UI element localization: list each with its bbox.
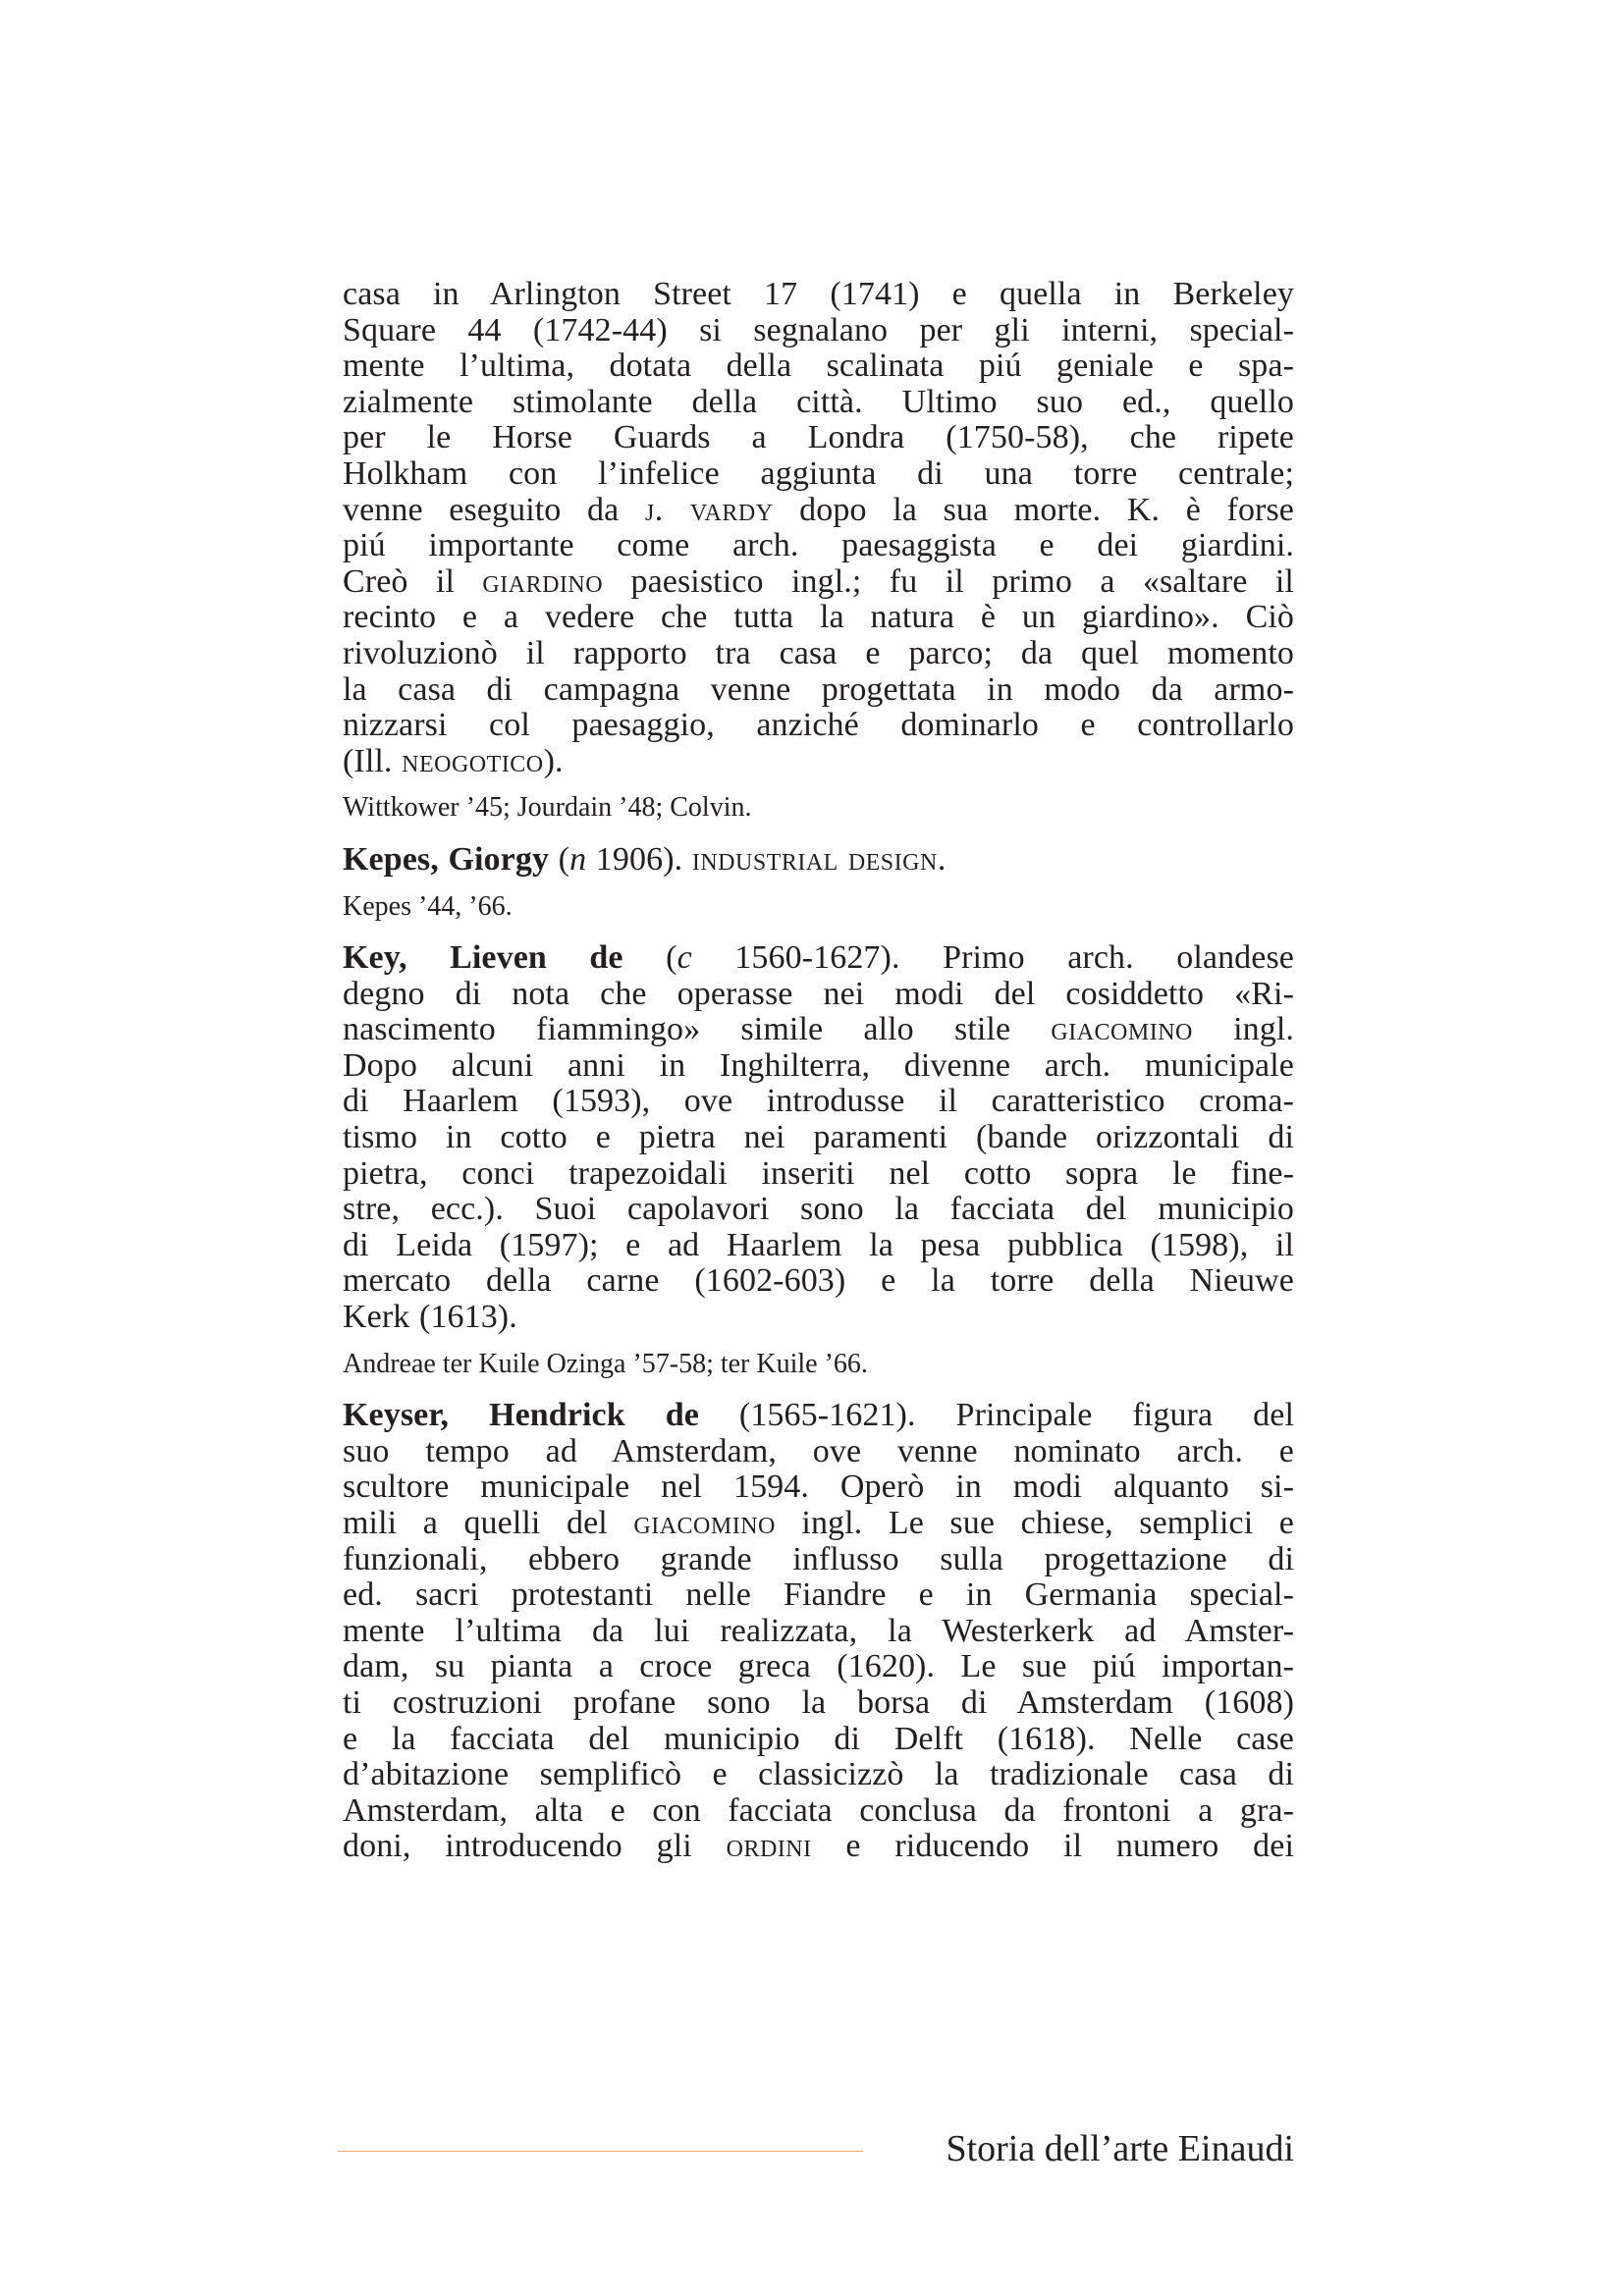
text-line: la casa di campagna venne progettata in modo da armo- bbox=[343, 670, 1294, 708]
text-line: nascimento fiammingo» simile allo stile giacomino ingl. bbox=[343, 1011, 1295, 1048]
text-line: casa in Arlington Street 17 (1741) e quella in Berkeley bbox=[343, 276, 1294, 312]
text-line: Dopo alcuni anni in Inghilterra, divenne arch. municipale bbox=[343, 1046, 1294, 1084]
entry-headword: Key, Lieven de bbox=[343, 939, 623, 977]
cross-reference: j. vardy bbox=[644, 491, 774, 528]
text-line: ed. sacri protestanti nelle Fiandre e in Germania special- bbox=[343, 1576, 1294, 1614]
footer-rule bbox=[338, 2151, 863, 2152]
text-line: zialmente stimolante della città. Ultimo suo ed., quello bbox=[343, 383, 1294, 420]
text-line: doni, introducendo gli ordini e riducendo il numero dei bbox=[343, 1828, 1294, 1865]
text-line: (Ill. neogotico). bbox=[343, 742, 564, 779]
entry-paragraph bbox=[343, 940, 1294, 1336]
cross-reference: neogotico bbox=[402, 742, 544, 779]
bibliography-references: Wittkower ’45; Jourdain ’48; Colvin. bbox=[343, 792, 752, 824]
text-line: stre, ecc.). Suoi capolavori sono la facciata del municipio bbox=[343, 1191, 1294, 1228]
text-line: scultore municipale nel 1594. Operò in modi alquanto si- bbox=[343, 1468, 1294, 1506]
bibliography-references: Andreae ter Kuile Ozinga ’57-58; ter Kuile ’66. bbox=[343, 1348, 868, 1379]
text-line: Kerk (1613). bbox=[343, 1299, 517, 1336]
text-line: rivoluzionò il rapporto tra casa e parco; da quel momento bbox=[343, 634, 1294, 671]
entry-paragraph bbox=[343, 1398, 1294, 1865]
text-line: mente l’ultima, dotata della scalinata piú geniale e spa- bbox=[343, 347, 1294, 385]
text-line: mercato della carne (1602-603) e la torre della Nieuwe bbox=[343, 1262, 1294, 1300]
text-line: recinto e a vedere che tutta la natura è un giardino». Ciò bbox=[343, 599, 1294, 636]
text-line: tismo in cotto e pietra nei paramenti (bande orizzontali di bbox=[343, 1119, 1294, 1156]
text-column bbox=[343, 277, 1294, 1865]
bibliography-references: Kepes ’44, ’66. bbox=[343, 890, 513, 922]
cross-reference: industrial design bbox=[691, 840, 938, 878]
text-line: d’abitazione semplificò e classicizzò la tradizionale casa di bbox=[343, 1756, 1294, 1793]
entry-kepes bbox=[343, 842, 1294, 925]
entry-keyser bbox=[343, 1398, 1294, 1865]
page-footer bbox=[338, 2127, 1294, 2176]
text-line: degno di nota che operasse nei modi del cosiddetto «Ri- bbox=[343, 975, 1294, 1012]
text-line: piú importante come arch. paesaggista e dei giardini. bbox=[343, 527, 1294, 564]
text-line: nizzarsi col paesaggio, anziché dominarlo e controllarlo bbox=[343, 707, 1294, 744]
entry-paragraph bbox=[343, 842, 1294, 879]
text-line: mili a quelli del giacomino ingl. Le sue chiese, semplici e bbox=[343, 1505, 1294, 1541]
cross-reference: giacomino bbox=[633, 1505, 776, 1541]
italic-abbrev: n bbox=[569, 840, 587, 878]
text-line: di Leida (1597); e ad Haarlem la pesa pubblica (1598), il bbox=[343, 1226, 1294, 1263]
entry-kent-continued bbox=[343, 277, 1294, 827]
text-line: Key, Lieven de (c 1560-1627). Primo arch. olandese bbox=[343, 939, 1294, 977]
text-line: di Haarlem (1593), ove introdusse il caratteristico croma- bbox=[343, 1083, 1294, 1120]
text-line: mente l’ultima da lui realizzata, la Westerkerk ad Amster- bbox=[343, 1612, 1294, 1649]
text-line: Amsterdam, alta e con facciata conclusa da frontoni a gra- bbox=[343, 1791, 1294, 1829]
italic-abbrev: c bbox=[676, 939, 692, 977]
entry-paragraph bbox=[343, 277, 1294, 779]
cross-reference: ordini bbox=[726, 1828, 812, 1865]
text-line: Creò il giardino paesistico ingl.; fu il primo a «saltare il bbox=[343, 562, 1294, 600]
text-line: venne eseguito da j. vardy dopo la sua morte. K. è forse bbox=[343, 491, 1294, 528]
text-line: Kepes, Giorgy (n 1906). industrial design. bbox=[343, 840, 947, 878]
text-line: Square 44 (1742-44) si segnalano per gli interni, special- bbox=[343, 311, 1294, 348]
text-line: Keyser, Hendrick de (1565-1621). Principale figura del bbox=[343, 1397, 1294, 1434]
entry-headword: Kepes, Giorgy bbox=[343, 840, 550, 878]
text-line: dam, su pianta a croce greca (1620). Le sue piú importan- bbox=[343, 1648, 1294, 1685]
text-line: suo tempo ad Amsterdam, ove venne nominato arch. e bbox=[343, 1432, 1294, 1469]
entry-headword: Keyser, Hendrick de bbox=[343, 1397, 699, 1434]
text-line: per le Horse Guards a Londra (1750-58), che ripete bbox=[343, 419, 1294, 456]
cross-reference: giacomino bbox=[1051, 1011, 1193, 1048]
text-line: ti costruzioni profane sono la borsa di Amsterdam (1608) bbox=[343, 1683, 1294, 1721]
text-line: funzionali, ebbero grande influsso sulla progettazione di bbox=[343, 1540, 1294, 1577]
text-line: pietra, conci trapezoidali inseriti nel cotto sopra le fine- bbox=[343, 1154, 1294, 1192]
footer-publisher-title: Storia dell’arte Einaudi bbox=[946, 2128, 1294, 2169]
entry-key bbox=[343, 940, 1294, 1382]
cross-reference: giardino bbox=[482, 562, 604, 600]
text-line: e la facciata del municipio di Delft (1618). Nelle case bbox=[343, 1720, 1294, 1757]
text-line: Holkham con l’infelice aggiunta di una torre centrale; bbox=[343, 454, 1294, 492]
